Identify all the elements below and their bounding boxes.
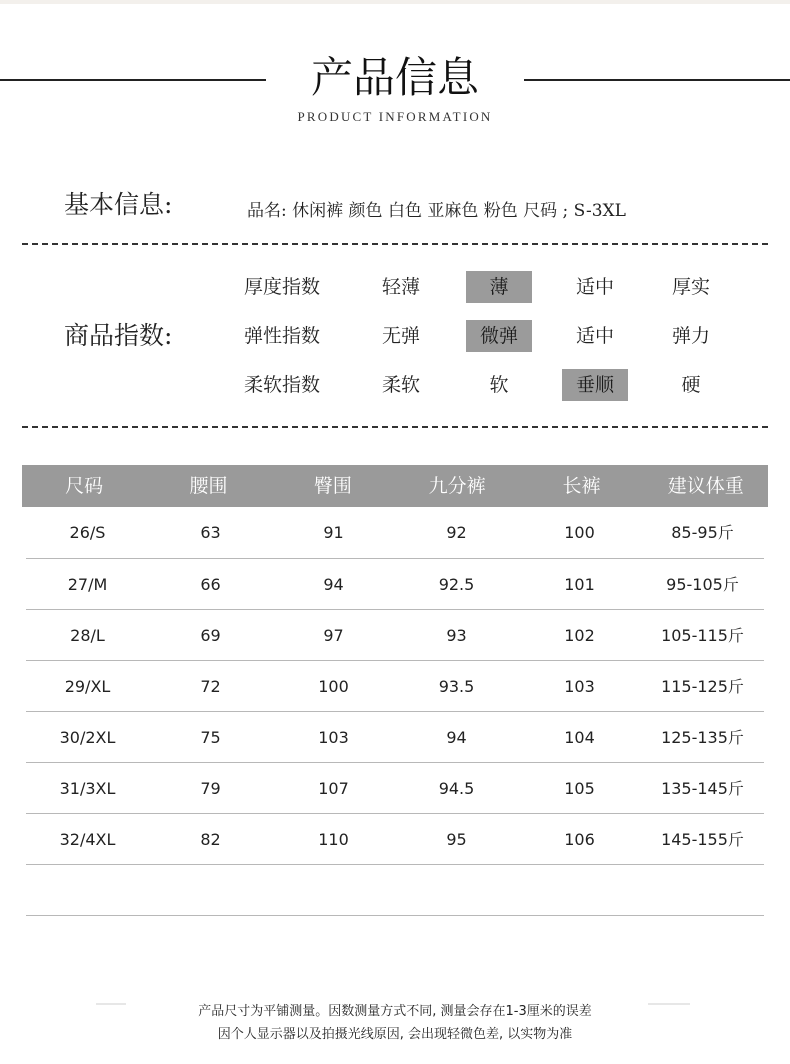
index-option-selected: 垂顺 — [562, 369, 628, 401]
table-row — [26, 559, 764, 610]
table-cell: 105-115斤 — [661, 626, 744, 645]
table-cell: 94 — [323, 575, 344, 594]
index-name: 柔软指数 — [244, 374, 321, 396]
table-cell: 94 — [446, 728, 467, 747]
table-cell: 115-125斤 — [661, 677, 744, 696]
table-cell: 100 — [564, 523, 595, 542]
table-cell: 72 — [200, 677, 221, 696]
table-cell: 75 — [200, 728, 221, 747]
table-cell — [149, 865, 272, 915]
table-cell: 85-95斤 — [671, 523, 734, 542]
table-cell: 110 — [318, 830, 349, 849]
table-cell: 106 — [564, 830, 595, 849]
column-header: 九分裤 — [428, 475, 486, 497]
size-table-header — [22, 465, 768, 507]
table-cell: 145-155斤 — [661, 830, 744, 849]
table-cell: 102 — [564, 626, 595, 645]
dashed-divider — [22, 243, 768, 245]
table-cell: 93 — [446, 626, 467, 645]
table-cell: 107 — [318, 779, 349, 798]
column-header: 长裤 — [562, 475, 601, 497]
table-cell: 66 — [200, 575, 221, 594]
table-cell: 69 — [200, 626, 221, 645]
table-row — [26, 865, 764, 916]
table-cell: 82 — [200, 830, 221, 849]
table-cell — [641, 865, 764, 915]
table-row — [26, 661, 764, 712]
index-option-selected: 薄 — [466, 271, 532, 303]
index-option: 弹力 — [671, 325, 710, 347]
index-option: 软 — [489, 374, 509, 396]
table-cell — [26, 865, 149, 915]
table-cell: 26/S — [69, 523, 106, 542]
table-row — [26, 507, 764, 559]
table-cell: 100 — [318, 677, 349, 696]
table-cell: 97 — [323, 626, 344, 645]
index-option-selected: 微弹 — [466, 320, 532, 352]
column-header: 臀围 — [313, 475, 352, 497]
index-row — [0, 320, 790, 352]
column-header: 尺码 — [65, 475, 104, 497]
index-name: 弹性指数 — [244, 325, 321, 347]
index-name: 厚度指数 — [244, 276, 321, 298]
table-cell: 101 — [564, 575, 595, 594]
column-header: 建议体重 — [667, 475, 744, 497]
basic-info-label: 基本信息: — [64, 190, 173, 219]
dashed-divider — [22, 426, 768, 428]
index-row — [0, 369, 790, 401]
table-cell: 104 — [564, 728, 595, 747]
table-cell: 63 — [200, 523, 221, 542]
footer-note-measure: 产品尺寸为平铺测量。因数测量方式不同, 测量会存在1-3厘米的误差 — [198, 1004, 592, 1019]
table-cell: 29/XL — [64, 677, 111, 696]
index-option: 适中 — [575, 276, 614, 298]
table-cell: 27/M — [67, 575, 108, 594]
column-header: 腰围 — [189, 475, 228, 497]
table-cell: 94.5 — [438, 779, 475, 798]
table-cell — [272, 865, 395, 915]
product-index-label: 商品指数: — [64, 321, 173, 350]
table-row — [26, 763, 764, 814]
table-cell: 103 — [318, 728, 349, 747]
table-cell: 95 — [446, 830, 467, 849]
size-table — [22, 465, 768, 916]
index-option: 柔软 — [381, 374, 420, 396]
table-cell: 32/4XL — [59, 830, 116, 849]
table-cell: 105 — [564, 779, 595, 798]
table-cell: 92 — [446, 523, 467, 542]
page-title: 产品信息 — [310, 53, 479, 102]
footer-note-color: 因个人显示器以及拍摄光线原因, 会出现轻微色差, 以实物为准 — [217, 1027, 573, 1042]
table-cell: 92.5 — [438, 575, 475, 594]
table-cell: 103 — [564, 677, 595, 696]
index-option: 无弹 — [381, 325, 420, 347]
table-cell: 30/2XL — [59, 728, 116, 747]
table-cell: 91 — [323, 523, 344, 542]
table-cell: 125-135斤 — [661, 728, 744, 747]
table-cell — [395, 865, 518, 915]
index-option: 厚实 — [671, 276, 710, 298]
size-table-body — [22, 507, 768, 916]
table-cell: 95-105斤 — [666, 575, 739, 594]
basic-info-text: 品名: 休闲裤 颜色 白色 亚麻色 粉色 尺码 ; S-3XL — [247, 201, 626, 221]
table-cell: 31/3XL — [59, 779, 116, 798]
index-row — [0, 271, 790, 303]
table-cell: 79 — [200, 779, 221, 798]
index-option: 适中 — [575, 325, 614, 347]
table-row — [26, 712, 764, 763]
table-row — [26, 814, 764, 865]
table-cell — [518, 865, 641, 915]
table-cell: 135-145斤 — [661, 779, 744, 798]
index-option: 轻薄 — [381, 276, 420, 298]
top-border — [0, 0, 790, 4]
table-row — [26, 610, 764, 661]
index-option: 硬 — [681, 374, 701, 396]
table-cell: 28/L — [70, 626, 105, 645]
page-subtitle: PRODUCT INFORMATION — [297, 109, 493, 124]
table-cell: 93.5 — [438, 677, 475, 696]
